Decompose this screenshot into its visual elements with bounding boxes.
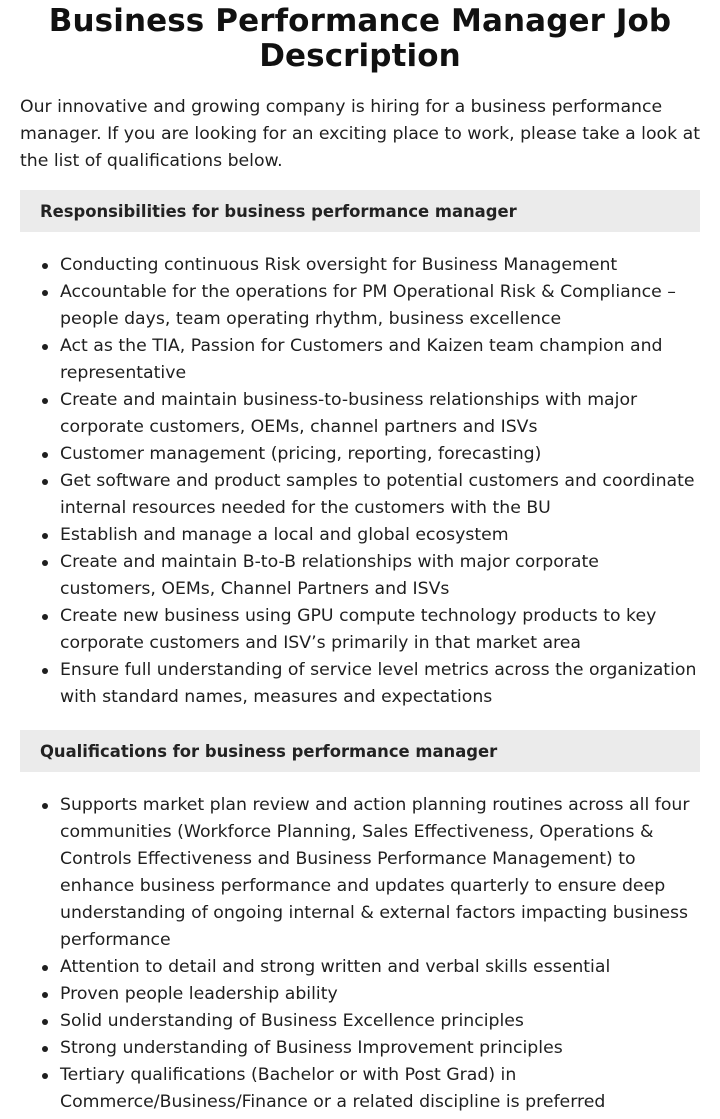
list-item-text: Create and maintain B-to-B relationships with major corporate customers, OEMs, Channel Partners and ISVs <box>60 552 599 599</box>
list-item <box>20 387 700 441</box>
bullet-icon <box>42 479 48 485</box>
bullet-icon <box>42 668 48 674</box>
qualifications-list <box>20 792 700 1116</box>
responsibilities-list <box>20 252 700 711</box>
list-item-text: Conducting continuous Risk oversight for Business Management <box>60 255 618 275</box>
bullet-icon <box>42 533 48 539</box>
bullet-icon <box>42 263 48 269</box>
list-item-text: Ensure full understanding of service level metrics across the organization with standard names, measures and expectations <box>60 660 697 707</box>
list-item <box>20 279 700 333</box>
list-item <box>20 522 700 549</box>
list-item <box>20 468 700 522</box>
bullet-icon <box>42 290 48 296</box>
list-item <box>20 441 700 468</box>
bullet-icon <box>42 560 48 566</box>
bullet-icon <box>42 803 48 809</box>
list-item-text: Create new business using GPU compute technology products to key corporate customers and ISV’s primarily in that market area <box>60 606 657 653</box>
list-item <box>20 549 700 603</box>
bullet-icon <box>42 1046 48 1052</box>
list-item <box>20 792 700 954</box>
list-item-text: Supports market plan review and action planning routines across all four communities (Workforce Planning, Sales Effectiveness, Operations & Controls Effectiveness and Business Performance Management) to enhance business performance and updates quarterly to ensure deep understanding of ongoing internal & external factors impacting business performance <box>60 795 690 950</box>
list-item <box>20 954 700 981</box>
bullet-icon <box>42 965 48 971</box>
list-item-text: Proven people leadership ability <box>60 984 338 1004</box>
list-item-text: Accountable for the operations for PM Operational Risk & Compliance – people days, team operating rhythm, business excellence <box>60 282 676 329</box>
list-item-text: Establish and manage a local and global ecosystem <box>60 525 509 545</box>
bullet-icon <box>42 1073 48 1079</box>
list-item <box>20 333 700 387</box>
bullet-icon <box>42 398 48 404</box>
bullet-icon <box>42 344 48 350</box>
list-item-text: Solid understanding of Business Excellence principles <box>60 1011 524 1031</box>
list-item <box>20 603 700 657</box>
qualifications-section-header <box>20 730 700 772</box>
list-item <box>20 981 700 1008</box>
list-item <box>20 1035 700 1062</box>
list-item-text: Tertiary qualifications (Bachelor or with Post Grad) in Commerce/Business/Finance or a related discipline is preferred <box>60 1065 606 1112</box>
page-title: Business Performance Manager Job Description <box>48 3 672 74</box>
list-item-text: Attention to detail and strong written and verbal skills essential <box>60 957 611 977</box>
bullet-icon <box>42 992 48 998</box>
list-item <box>20 1008 700 1035</box>
responsibilities-heading: Responsibilities for business performance manager <box>40 201 517 221</box>
qualifications-heading: Qualifications for business performance manager <box>40 741 498 761</box>
list-item-text: Get software and product samples to potential customers and coordinate internal resources needed for the customers with the BU <box>60 471 695 518</box>
list-item <box>20 252 700 279</box>
list-item <box>20 1062 700 1116</box>
list-item-text: Act as the TIA, Passion for Customers and Kaizen team champion and representative <box>60 336 663 383</box>
bullet-icon <box>42 614 48 620</box>
bullet-icon <box>42 452 48 458</box>
list-item-text: Create and maintain business-to-business relationships with major corporate customers, OEMs, channel partners and ISVs <box>60 390 638 437</box>
intro-paragraph: Our innovative and growing company is hiring for a business performance manager. If you are looking for an exciting place to work, please take a look at the list of qualifications below. <box>20 97 700 171</box>
responsibilities-section-header <box>20 190 700 232</box>
list-item-text: Strong understanding of Business Improvement principles <box>60 1038 563 1058</box>
bullet-icon <box>42 1019 48 1025</box>
list-item <box>20 657 700 711</box>
list-item-text: Customer management (pricing, reporting, forecasting) <box>60 444 542 464</box>
